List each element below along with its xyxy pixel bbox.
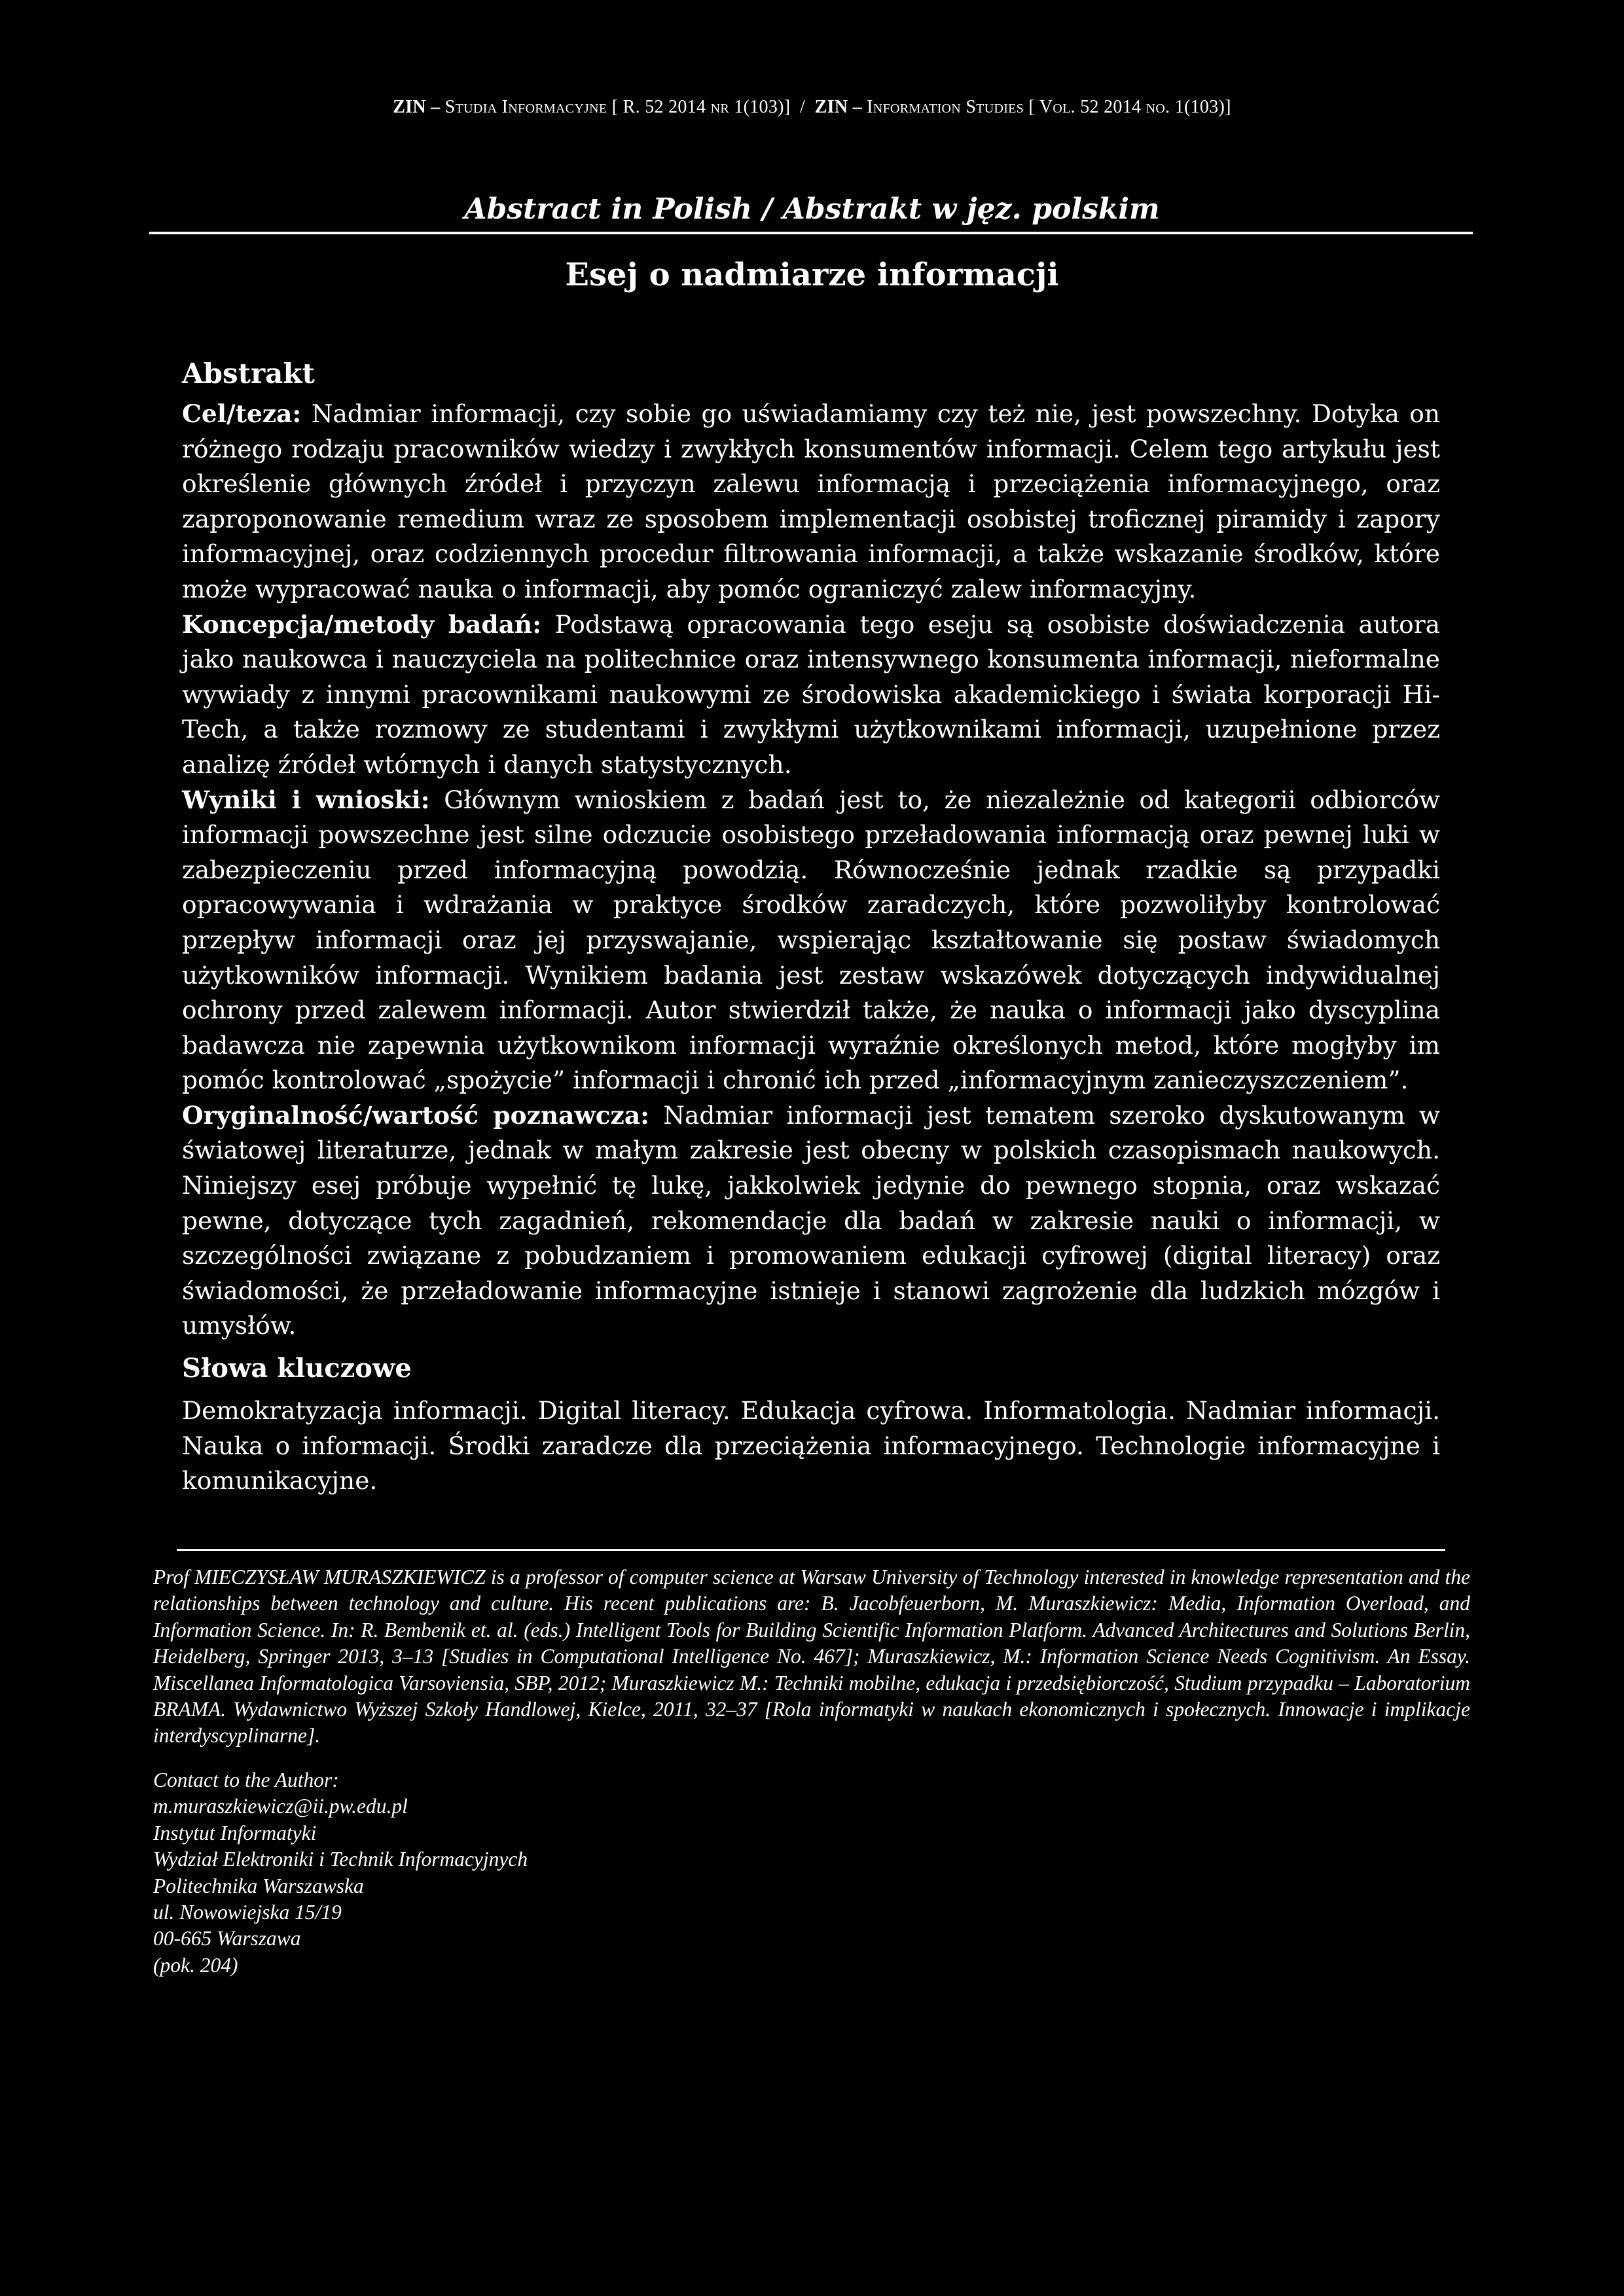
paragraph-text: Podstawą opracowania tego eseju są osobiste doświadczenia autora jako naukowca i nauczyciela na politechnice oraz intensywnego konsumenta informacji, nieformalne wywiady z innymi pracownikami naukowymi ze środowiska akademickiego i świata korporacji Hi-Tech, a także rozmowy ze studentami i zwykłymi użytkownikami informacji, uzupełnione przez analizę źródeł wtórnych i danych statystycznych. — [182, 609, 1440, 779]
header-right-vol: 52 2014 — [1075, 97, 1146, 117]
contact-room: (pok. 204) — [153, 1953, 238, 1977]
header-left-vol-prefix: R. — [618, 97, 640, 117]
abstract-paragraph-methods — [182, 607, 1440, 783]
header-right-issue: 1(103)] — [1170, 97, 1231, 117]
abstract-paragraph-originality — [182, 1098, 1440, 1344]
paragraph-label: Cel/teza: — [182, 399, 302, 428]
paragraph-label: Koncepcja/metody badań: — [182, 609, 542, 639]
header-separator: / — [790, 97, 815, 117]
header-journal-english — [815, 97, 1231, 117]
header-left-nr: nr — [710, 97, 730, 117]
header-right-bracket: [ — [1024, 97, 1036, 117]
contact-street: ul. Nowowiejska 15/19 — [153, 1901, 342, 1924]
header-journal-polish — [393, 97, 790, 117]
article-title: Esej o nadmiarze informacji — [565, 257, 1059, 293]
title-divider — [149, 232, 1473, 234]
contact-heading: Contact to the Author: — [153, 1768, 339, 1791]
abstract-paragraph-purpose — [182, 397, 1440, 607]
contact-city: 00-665 Warszawa — [153, 1927, 301, 1950]
abstract-block — [182, 352, 1440, 1499]
paragraph-text: Nadmiar informacji, czy sobie go uświadamiamy czy też nie, jest powszechny. Dotyka on różnego rodzaju pracowników wiedzy i zwykłych konsumentów informacji. Celem tego artykułu jest określenie głównych źródeł i przyczyn zalewu informacją i przeciążenia informacyjnego, oraz zaproponowanie remedium wraz ze sposobem implementacji osobistej troficznej piramidy i zapory informacyjnej, oraz codziennych procedur filtrowania informacji, a także wskazanie środków, które może wypracować nauka o informacji, aby pomóc ograniczyć zalew informacyjny. — [182, 399, 1440, 603]
header-left-prefix: ZIN – — [393, 97, 445, 117]
author-contact — [153, 1767, 1070, 1979]
section-title: Abstract in Polish / Abstrakt w jęz. polskim — [464, 192, 1160, 226]
header-right-vol-prefix: Vol. — [1035, 97, 1075, 117]
contact-email: m.muraszkiewicz@ii.pw.edu.pl — [153, 1795, 408, 1818]
paragraph-label: Wyniki i wnioski: — [182, 785, 430, 814]
keywords-text: Demokratyzacja informacji. Digital literacy. Edukacja cyfrowa. Informatologia. Nadmiar informacji. Nauka o informacji. Środki zaradcze dla przeciążenia informacyjnego. Technologie informacyjne i komunikacyjne. — [182, 1396, 1440, 1496]
paragraph-text: Głównym wnioskiem z badań jest to, że niezależnie od kategorii odbiorców informacji powszechne jest silne odczucie osobistego przeładowania informacją oraz pewnej luki w zabezpieczeniu przed informacyjną powodzią. Równocześnie jednak rzadkie są przypadki opracowywania i wdrażania w praktyce środków zaradczych, które pozwoliłyby kontrolować przepływ informacji oraz jej przyswajanie, wspierając kształtowanie się postaw świadomych użytkowników informacji. Wynikiem badania jest zestaw wskazówek dotyczących indywidualnej ochrony przed zalewem informacji. Autor stwierdził także, że nauka o informacji jako dyscyplina badawcza nie zapewnia użytkownikom informacji wyraźnie określonych metod, które mogłyby im pomóc kontrolować „spożycie” informacji i chronić ich przed „informacyjnym zanieczyszczeniem”. — [182, 785, 1440, 1095]
contact-faculty: Wydział Elektroniki i Technik Informacyjnych — [153, 1848, 528, 1871]
header-right-prefix: ZIN – — [814, 97, 867, 117]
header-left-vol: 52 2014 — [640, 97, 711, 117]
header-right-no: no. — [1146, 97, 1170, 117]
header-left-issue: 1(103)] — [729, 97, 791, 117]
keywords-heading: Słowa kluczowe — [182, 1353, 412, 1384]
author-bio: Prof MIECZYSŁAW MURASZKIEWICZ is a professor of computer science at Warsaw University of Technology interested in knowledge representation and the relationships between technology and culture. His recent publications are: B. Jacobfeuerborn, M. Muraszkiewicz: Media, Information Overload, and Information Science. In: R. Bembenik et. al. (eds.) Intelligent Tools for Building Scientific Information Platform. Advanced Architectures and Solutions Berlin, Heidelberg, Springer 2013, 3–13 [Studies in Computational Intelligence No. 467]; Muraszkiewicz, M.: Information Science Needs Cognitivism. An Essay. Miscellanea Informatologica Varsoviensia, SBP, 2012; Muraszkiewicz M.: Techniki mobilne, edukacja i przedsiębiorczość, Studium przypadku – Laboratorium BRAMA. Wydawnictwo Wyższej Szkoły Handlowej, Kielce, 2011, 32–37 [Rola informatyki w naukach ekonomicznych i społecznych. Innowacje i implikacje interdyscyplinarne]. — [153, 1566, 1470, 1748]
header-left-journal: Studia Informacyjne — [444, 97, 607, 117]
contact-institute: Instytut Informatyki — [153, 1821, 317, 1844]
header-left-bracket: [ — [607, 97, 619, 117]
contact-university: Politechnika Warszawska — [153, 1874, 364, 1897]
paragraph-text: Nadmiar informacji jest tematem szeroko dyskutowanym w światowej literaturze, jednak w małym zakresie jest obecny w polskich czasopismach naukowych. Niniejszy esej próbuje wypełnić tę lukę, jakkolwiek jedynie do pewnego stopnia, oraz wskazać pewne, dotyczące tych zagadnień, rekomendacje dla badań w zakresie nauki o informacji, w szczególności związane z pobudzaniem i promowaniem edukacji cyfrowej (digital literacy) oraz świadomości, że przeładowanie informacyjne istnieje i stanowi zagrożenie dla ludzkich mózgów i umysłów. — [182, 1100, 1440, 1340]
header-right-journal: Information Studies — [867, 97, 1024, 117]
paragraph-label: Oryginalność/wartość poznawcza: — [182, 1100, 649, 1130]
abstract-paragraph-results — [182, 783, 1440, 1098]
abstract-heading: Abstrakt — [182, 357, 315, 389]
running-header — [0, 97, 1624, 118]
footnote-divider — [177, 1549, 1445, 1551]
